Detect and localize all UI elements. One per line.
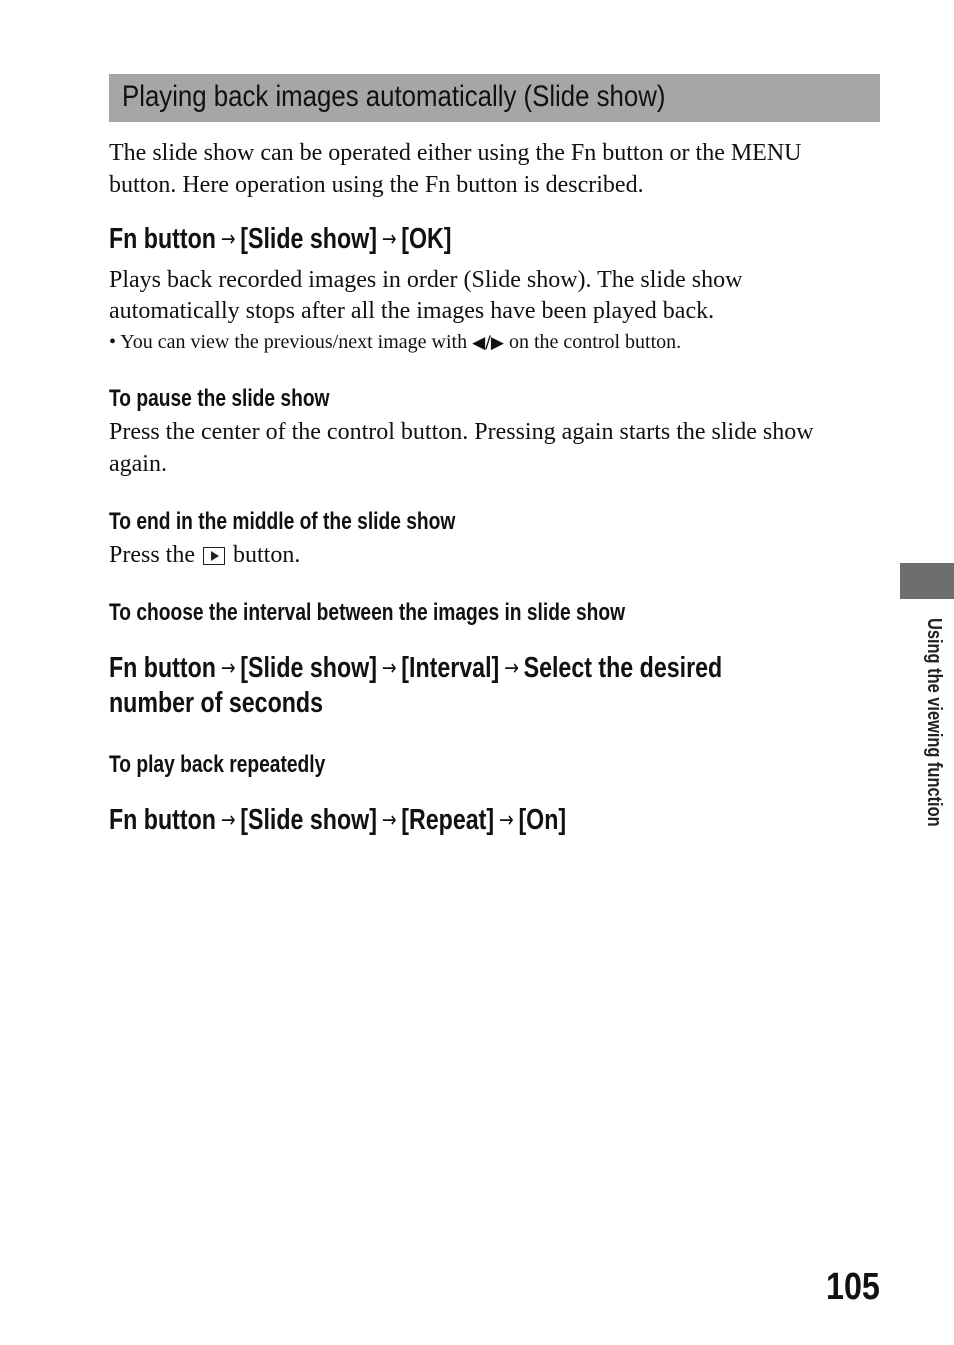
end-text-after: button. xyxy=(233,542,301,568)
repeat-part-on: [On] xyxy=(518,804,567,836)
end-instruction xyxy=(109,539,300,571)
intro-line-1: The slide show can be operated either using the Fn button or the MENU xyxy=(109,140,802,166)
side-chapter-label: Using the viewing function xyxy=(923,618,945,827)
interval-heading xyxy=(109,599,754,627)
arrow-right-icon: → xyxy=(381,808,397,833)
note-text-before: You can view the previous/next image with xyxy=(120,331,468,353)
step-interval-line-2 xyxy=(109,686,377,721)
end-heading xyxy=(109,508,542,536)
pause-line-2: again. xyxy=(109,451,167,477)
step-part-ok: [OK] xyxy=(401,223,452,255)
pause-heading xyxy=(109,385,385,413)
pause-line-1: Press the center of the control button. Pressing again starts the slide show xyxy=(109,419,814,445)
repeat-part-repeat: [Repeat] xyxy=(401,804,495,836)
page-number: 105 xyxy=(826,1266,880,1308)
interval-part-fn-button: Fn button xyxy=(109,652,216,684)
arrow-right-icon: → xyxy=(498,808,514,833)
plays-line-2: automatically stops after all the images have been played back. xyxy=(109,298,715,324)
interval-part-slide-show: [Slide show] xyxy=(240,652,377,684)
bullet-icon: • xyxy=(109,331,117,353)
arrow-right-icon: → xyxy=(220,227,236,252)
step-interval-line-1 xyxy=(109,651,875,688)
arrow-right-icon: → xyxy=(220,656,236,681)
repeat-part-slide-show: [Slide show] xyxy=(240,804,377,836)
pause-heading-text: To pause the slide show xyxy=(109,385,330,412)
side-chapter-tab xyxy=(900,563,954,599)
arrow-right-icon: → xyxy=(381,656,397,681)
section-header-bar xyxy=(109,74,880,122)
arrow-right-icon: → xyxy=(504,656,519,681)
step-repeat-on xyxy=(109,803,680,840)
step-slide-show-ok xyxy=(109,222,537,259)
arrow-right-icon: → xyxy=(220,808,236,833)
repeat-part-fn-button: Fn button xyxy=(109,804,216,836)
plays-line-1: Plays back recorded images in order (Slide show). The slide show xyxy=(109,267,743,293)
end-heading-text: To end in the middle of the slide show xyxy=(109,508,456,535)
note-previous-next xyxy=(109,329,681,356)
interval-part-select: Select the desired xyxy=(523,652,723,684)
intro-line-2: button. Here operation using the Fn button is described. xyxy=(109,172,644,198)
note-text-after: on the control button. xyxy=(508,331,682,353)
step-part-slide-show: [Slide show] xyxy=(240,223,377,255)
left-right-arrows-icon: ◀/▶ xyxy=(472,333,504,353)
playback-button-icon xyxy=(203,547,225,565)
end-text-before: Press the xyxy=(109,542,195,568)
repeat-heading-text: To play back repeatedly xyxy=(109,751,326,778)
interval-line-2-text: number of seconds xyxy=(109,687,323,719)
arrow-right-icon: → xyxy=(381,227,397,252)
interval-part-interval: [Interval] xyxy=(401,652,500,684)
section-title: Playing back images automatically (Slide show) xyxy=(122,80,666,113)
repeat-heading xyxy=(109,751,379,779)
step-part-fn-button: Fn button xyxy=(109,223,216,255)
interval-heading-text: To choose the interval between the images in slide show xyxy=(109,599,626,626)
